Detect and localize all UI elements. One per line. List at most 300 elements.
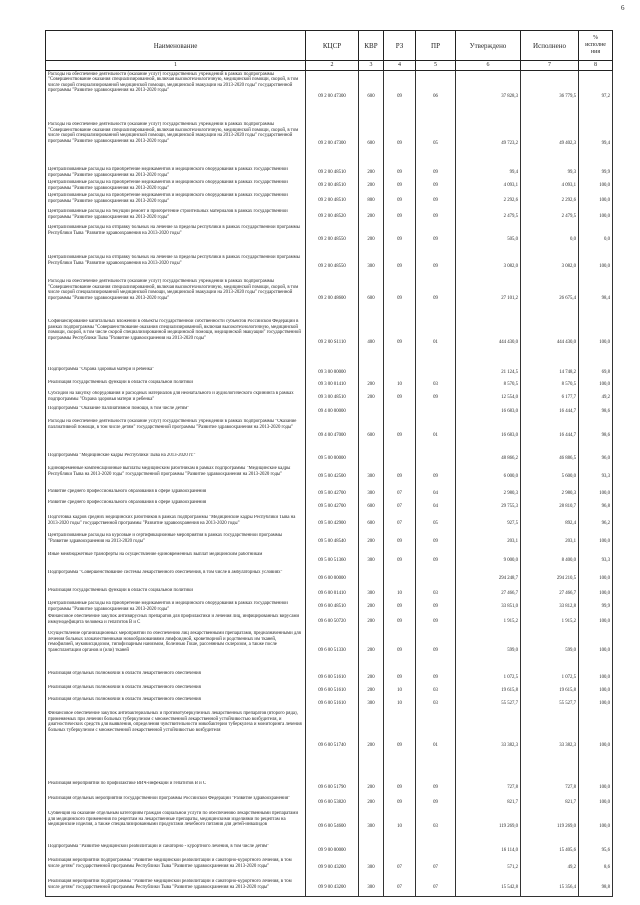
pr-cell: 09 — [416, 796, 456, 811]
table-row — [46, 500, 613, 515]
rz-cell: 09 — [384, 167, 416, 180]
kvr-cell: 800 — [359, 193, 384, 209]
approved-cell: 2 292,6 — [456, 193, 521, 209]
executed-cell: 294 210,5 — [521, 570, 579, 588]
rz-cell: 07 — [384, 858, 416, 879]
approved-cell: 3 082,0 — [456, 255, 521, 279]
name-cell: Субвенция на оказание отдельным категориям граждан социальной услуги по обеспечению лекарственными препаратами для медицинского применения по рецептам на лекарственные препараты, медицинскими изделиями по рецептам на медицинские изделия, а также специализированными продуктами лечебного питания для детей-инвалидов — [46, 811, 306, 844]
approved-cell: 16 683,0 — [456, 419, 521, 453]
rz-cell: 09 — [384, 279, 416, 319]
pr-cell — [416, 367, 456, 380]
name-cell: Подпрограмма "Оказание паллиативной помощи, в том числе детям" — [46, 406, 306, 419]
pr-cell: 01 — [416, 319, 456, 367]
approved-cell: 2 479,5 — [456, 209, 521, 225]
executed-cell: 8 400,0 — [521, 552, 579, 570]
table-row — [46, 367, 613, 380]
pr-cell: 09 — [416, 552, 456, 570]
name-cell: Финансовое обеспечение закупок антибактериальных и противотуберкулезных лекарственных препаратов (второго ряда), применяемых при лечении больных туберкулезом с множественной лекарственной устойчивостью возбудителя, и диагностических средств для выявления, определения чувствительности микобактерии туберкулеза и мониторинга лечения больных туберкулезом с множественной лекарственной устойчивостью возбудителя — [46, 711, 306, 781]
kvr-cell: 200 — [359, 380, 384, 391]
table-row — [46, 209, 613, 225]
pr-cell: 09 — [416, 601, 456, 614]
approved-cell: 48 866,2 — [456, 453, 521, 466]
rz-cell: 09 — [384, 466, 416, 489]
rz-cell: 09 — [384, 225, 416, 255]
pr-cell: 09 — [416, 180, 456, 193]
table-row — [46, 697, 613, 711]
name-cell: Реализация отдельных полномочий в области лекарственного обеспечения — [46, 671, 306, 685]
header-kcsr: КЦСР — [306, 31, 359, 61]
pr-cell — [416, 844, 456, 858]
executed-cell: 33 812,8 — [521, 601, 579, 614]
approved-cell: 6 000,0 — [456, 466, 521, 489]
percent-cell: 100,0 — [579, 811, 613, 844]
pr-cell: 09 — [416, 167, 456, 180]
kcsr-cell: 09 2 00 48510 — [306, 180, 359, 193]
kcsr-cell: 09 6 00 51330 — [306, 631, 359, 671]
executed-cell: 0,0 — [521, 225, 579, 255]
approved-cell: 4 093,1 — [456, 180, 521, 193]
column-number-row — [46, 61, 613, 71]
approved-cell: 727,8 — [456, 781, 521, 796]
table-row — [46, 167, 613, 180]
kcsr-cell: 09 5 00 48540 — [306, 533, 359, 552]
kvr-cell: 200 — [359, 781, 384, 796]
rz-cell: 09 — [384, 319, 416, 367]
name-cell: Централизованные расходы на приобретение медикаментов и медицинского оборудования в рамках государственной программы "Развитие здравоохранения на 2013-2020 годы" — [46, 180, 306, 193]
kcsr-cell: 09 6 00 50720 — [306, 614, 359, 631]
executed-cell: 2 479,5 — [521, 209, 579, 225]
kvr-cell: 200 — [359, 711, 384, 781]
table-row — [46, 796, 613, 811]
pr-cell: 09 — [416, 255, 456, 279]
rz-cell: 09 — [384, 122, 416, 167]
rz-cell: 07 — [384, 500, 416, 515]
rz-cell — [384, 844, 416, 858]
executed-cell: 19 615,8 — [521, 685, 579, 697]
rz-cell: 10 — [384, 685, 416, 697]
percent-cell: 93,3 — [579, 466, 613, 489]
header-percent-line: % — [593, 35, 598, 41]
table-row — [46, 588, 613, 601]
rz-cell: 09 — [384, 391, 416, 406]
table-header — [46, 31, 613, 71]
table-row — [46, 406, 613, 419]
executed-cell: 1 915,2 — [521, 614, 579, 631]
table-body — [46, 71, 613, 897]
header-pr: ПР — [416, 31, 456, 61]
kvr-cell: 200 — [359, 167, 384, 180]
kvr-cell: 300 — [359, 255, 384, 279]
approved-cell: 33 851,0 — [456, 601, 521, 614]
approved-cell: 1 915,2 — [456, 614, 521, 631]
kcsr-cell: 09 2 00 48600 — [306, 279, 359, 319]
rz-cell: 10 — [384, 697, 416, 711]
rz-cell: 09 — [384, 614, 416, 631]
percent-cell: 100,0 — [579, 255, 613, 279]
kvr-cell: 300 — [359, 879, 384, 897]
kcsr-cell: 09 3 00 01410 — [306, 380, 359, 391]
table-row — [46, 811, 613, 844]
percent-cell: 8,6 — [579, 858, 613, 879]
kcsr-cell: 09 6 00 53820 — [306, 796, 359, 811]
percent-cell: 99,9 — [579, 167, 613, 180]
header-percent-line: исполне — [585, 42, 606, 48]
pr-cell: 09 — [416, 781, 456, 796]
executed-cell: 28 810,7 — [521, 500, 579, 515]
approved-cell: 927,5 — [456, 515, 521, 533]
name-cell: Развитие среднего профессионального образования в сфере здравоохранения — [46, 489, 306, 500]
table-row — [46, 180, 613, 193]
rz-cell: 09 — [384, 552, 416, 570]
executed-cell: 27 466,7 — [521, 588, 579, 601]
name-cell: Реализация государственных функций в области социальной политики — [46, 588, 306, 601]
approved-cell: 12 554,0 — [456, 391, 521, 406]
pr-cell: 07 — [416, 879, 456, 897]
rz-cell: 09 — [384, 796, 416, 811]
table-row — [46, 391, 613, 406]
pr-cell: 09 — [416, 614, 456, 631]
kvr-cell — [359, 453, 384, 466]
kvr-cell: 600 — [359, 122, 384, 167]
header-approved: Утверждено — [456, 31, 521, 61]
executed-cell: 3 082,0 — [521, 255, 579, 279]
executed-cell: 5 600,0 — [521, 466, 579, 489]
pr-cell: 04 — [416, 489, 456, 500]
kcsr-cell: 09 2 00 48510 — [306, 167, 359, 180]
percent-cell: 100,0 — [579, 711, 613, 781]
approved-cell: 119 269,0 — [456, 811, 521, 844]
column-number: 8 — [579, 61, 613, 71]
rz-cell: 09 — [384, 711, 416, 781]
percent-cell: 69,8 — [579, 367, 613, 380]
percent-cell: 93,3 — [579, 552, 613, 570]
executed-cell: 727,8 — [521, 781, 579, 796]
percent-cell: 96,2 — [579, 515, 613, 533]
approved-cell: 203,1 — [456, 533, 521, 552]
approved-cell: 55 527,7 — [456, 697, 521, 711]
kcsr-cell: 09 2 00 47300 — [306, 71, 359, 122]
table-row — [46, 879, 613, 897]
approved-cell: 599,0 — [456, 631, 521, 671]
table-row — [46, 515, 613, 533]
kvr-cell — [359, 570, 384, 588]
table-row — [46, 255, 613, 279]
table-row — [46, 380, 613, 391]
percent-cell: 100,0 — [579, 489, 613, 500]
percent-cell: 100,0 — [579, 180, 613, 193]
name-cell: Подготовка кадров средних медицинских работников в рамках подпрограммы "Медицинские кадры Республики Тыва на 2013-2020 годы" государственной программы "Развитие здравоохранения на 2013-2020 годы" — [46, 515, 306, 533]
rz-cell: 10 — [384, 811, 416, 844]
approved-cell: 16 114,0 — [456, 844, 521, 858]
kvr-cell: 300 — [359, 466, 384, 489]
table-row — [46, 844, 613, 858]
kvr-cell: 600 — [359, 71, 384, 122]
pr-cell: 07 — [416, 858, 456, 879]
kvr-cell: 300 — [359, 697, 384, 711]
table-row — [46, 858, 613, 879]
kvr-cell: 300 — [359, 811, 384, 844]
kcsr-cell: 09 2 00 48510 — [306, 193, 359, 209]
kcsr-cell: 09 6 00 54600 — [306, 811, 359, 844]
approved-cell: 505,0 — [456, 225, 521, 255]
kcsr-cell: 09 5 00 42700 — [306, 489, 359, 500]
kcsr-cell: 09 6 00 48510 — [306, 601, 359, 614]
name-cell: Централизованные расходы на отправку больных на лечение за пределы республики в рамках государственной программы Республики Тыва "Развитие здравоохранения на 2013-2020 годы" — [46, 255, 306, 279]
executed-cell: 49 402,3 — [521, 122, 579, 167]
kvr-cell: 200 — [359, 209, 384, 225]
percent-cell: 100,0 — [579, 533, 613, 552]
approved-cell: 1 072,5 — [456, 671, 521, 685]
percent-cell: 100,0 — [579, 796, 613, 811]
approved-cell: 571,2 — [456, 858, 521, 879]
kvr-cell: 300 — [359, 858, 384, 879]
rz-cell: 09 — [384, 209, 416, 225]
executed-cell: 99,3 — [521, 167, 579, 180]
name-cell: Централизованные расходы на текущий ремонт и приобретение строительных материалов в рамках государственной программы "Развитие здравоохранения на 2013-2020 годы" — [46, 209, 306, 225]
header-percent — [579, 31, 613, 61]
pr-cell: 09 — [416, 279, 456, 319]
pr-cell: 09 — [416, 533, 456, 552]
kcsr-cell: 09 6 00 00000 — [306, 570, 359, 588]
pr-cell: 09 — [416, 671, 456, 685]
name-cell: Иные межбюджетные трансферты на осуществление единовременных выплат медицинским работникам — [46, 552, 306, 570]
rz-cell: 09 — [384, 533, 416, 552]
header-percent-line: ния — [590, 49, 601, 55]
percent-cell: 100,0 — [579, 671, 613, 685]
executed-cell: 1 072,5 — [521, 671, 579, 685]
name-cell: Реализация мероприятий подпрограммы "Развитие медицинской реабилитации и санаторно-курортного лечения, в том числе детям" государственной программы Республики Тыва "Развитие здравоохранения на 2013-2020 годы" — [46, 858, 306, 879]
executed-cell: 4 093,1 — [521, 180, 579, 193]
table-row — [46, 685, 613, 697]
kvr-cell: 200 — [359, 601, 384, 614]
executed-cell: 36 779,5 — [521, 71, 579, 122]
kvr-cell: 600 — [359, 500, 384, 515]
kcsr-cell: 09 3 00 48510 — [306, 391, 359, 406]
pr-cell: 06 — [416, 71, 456, 122]
approved-cell: 2 980,3 — [456, 489, 521, 500]
percent-cell: 100,0 — [579, 209, 613, 225]
kvr-cell: 200 — [359, 391, 384, 406]
approved-cell: 8 570,5 — [456, 380, 521, 391]
pr-cell: 09 — [416, 391, 456, 406]
kcsr-cell: 09 4 00 00000 — [306, 406, 359, 419]
name-cell: Подпрограмма "Медицинские кадры Республики Тыва на 2013-2020 гг." — [46, 453, 306, 466]
rz-cell: 07 — [384, 489, 416, 500]
executed-cell: 15 405,6 — [521, 844, 579, 858]
name-cell: Реализация отдельных полномочий в области лекарственного обеспечения — [46, 685, 306, 697]
table-row — [46, 533, 613, 552]
kcsr-cell: 09 6 00 51610 — [306, 697, 359, 711]
pr-cell: 01 — [416, 419, 456, 453]
kcsr-cell: 09 6 00 01410 — [306, 588, 359, 601]
table-row — [46, 122, 613, 167]
kvr-cell: 300 — [359, 489, 384, 500]
table-row — [46, 781, 613, 796]
executed-cell: 16 444,7 — [521, 406, 579, 419]
table-row — [46, 671, 613, 685]
pr-cell — [416, 453, 456, 466]
name-cell: Подпрограмма "Развитие медицинской реабилитации и санаторно - курортного лечения, в том числе детям" — [46, 844, 306, 858]
name-cell: Финансовое обеспечение закупок антивирусных препаратов для профилактики и лечения лиц, инфицированных вирусами иммунодефицита человека и гепатитов В и С — [46, 614, 306, 631]
rz-cell: 09 — [384, 193, 416, 209]
percent-cell: 100,0 — [579, 319, 613, 367]
kvr-cell: 400 — [359, 319, 384, 367]
executed-cell: 892,4 — [521, 515, 579, 533]
executed-cell: 203,1 — [521, 533, 579, 552]
kcsr-cell: 09 5 00 00000 — [306, 453, 359, 466]
rz-cell: 07 — [384, 879, 416, 897]
rz-cell: 09 — [384, 255, 416, 279]
rz-cell — [384, 367, 416, 380]
approved-cell: 99,4 — [456, 167, 521, 180]
approved-cell: 19 615,8 — [456, 685, 521, 697]
kvr-cell — [359, 844, 384, 858]
header-name: Наименование — [46, 31, 306, 61]
name-cell: Реализация мероприятий по профилактике ВИЧ-инфекции и гепатитов В и С — [46, 781, 306, 796]
table-row — [46, 71, 613, 122]
executed-cell: 55 527,7 — [521, 697, 579, 711]
kcsr-cell: 09 9 00 43200 — [306, 879, 359, 897]
rz-cell — [384, 570, 416, 588]
table-row — [46, 614, 613, 631]
percent-cell: 99,4 — [579, 122, 613, 167]
pr-cell: 05 — [416, 122, 456, 167]
pr-cell: 05 — [416, 515, 456, 533]
table-row — [46, 601, 613, 614]
percent-cell: 96,0 — [579, 453, 613, 466]
table-row — [46, 453, 613, 466]
name-cell: Расходы на обеспечение деятельности (оказание услуг) государственных учреждений в рамках подпрограммы "Совершенствование оказания специализированной, включая высокотехнологичную, медицинской помощи, скорой, в том числе скорой специализированной медицинской помощи, медицинской эвакуации на 2013-2020 годы" государственной программы "Развитие здравоохранения на 2013-2020 годы" — [46, 122, 306, 167]
pr-cell: 03 — [416, 588, 456, 601]
executed-cell: 26 675,4 — [521, 279, 579, 319]
pr-cell — [416, 570, 456, 588]
name-cell: Единовременные компенсационные выплаты медицинским работникам в рамках подпрограммы "Медицинские кадры Республики Тыва на 2013-2020 годы" государственной программы "Развитие здравоохранения на 2013-2020 годы" — [46, 466, 306, 489]
table-row — [46, 631, 613, 671]
approved-cell: 27 466,7 — [456, 588, 521, 601]
kvr-cell: 200 — [359, 180, 384, 193]
percent-cell: 96,8 — [579, 500, 613, 515]
percent-cell: 95,6 — [579, 844, 613, 858]
kcsr-cell: 09 2 00 48520 — [306, 209, 359, 225]
rz-cell: 07 — [384, 515, 416, 533]
pr-cell: 09 — [416, 225, 456, 255]
name-cell: Подпрограмма "Охрана здоровья матери и ребенка" — [46, 367, 306, 380]
executed-cell: 14 748,2 — [521, 367, 579, 380]
executed-cell: 444 430,0 — [521, 319, 579, 367]
executed-cell: 2 980,3 — [521, 489, 579, 500]
kvr-cell: 300 — [359, 588, 384, 601]
header-executed: Исполнено — [521, 31, 579, 61]
kcsr-cell: 09 6 00 51610 — [306, 685, 359, 697]
kvr-cell: 300 — [359, 552, 384, 570]
approved-cell: 821,7 — [456, 796, 521, 811]
column-number: 3 — [359, 61, 384, 71]
percent-cell: 100,0 — [579, 685, 613, 697]
percent-cell: 49,2 — [579, 391, 613, 406]
percent-cell: 100,0 — [579, 697, 613, 711]
kvr-cell: 200 — [359, 796, 384, 811]
pr-cell: 09 — [416, 209, 456, 225]
pr-cell: 03 — [416, 380, 456, 391]
name-cell: Централизованные расходы на отправку больных на лечение за пределы республики в рамках государственной программы Республики Тыва "Развитие здравоохранения на 2013-2020 годы" — [46, 225, 306, 255]
kcsr-cell: 09 9 00 00000 — [306, 844, 359, 858]
page-number: 6 — [621, 4, 625, 12]
rz-cell: 09 — [384, 71, 416, 122]
column-number: 6 — [456, 61, 521, 71]
executed-cell: 49,2 — [521, 858, 579, 879]
percent-cell: 100,0 — [579, 781, 613, 796]
kcsr-cell: 09 2 00 48550 — [306, 255, 359, 279]
name-cell: Централизованные расходы на приобретение медикаментов и медицинского оборудования в рамках государственной программы "Развитие здравоохранения на 2013-2020 годы" — [46, 193, 306, 209]
rz-cell: 09 — [384, 601, 416, 614]
name-cell: Подпрограмма "Совершенствование системы лекарственного обеспечения, в том числе в амбулаторных условиях" — [46, 570, 306, 588]
name-cell: Развитие среднего профессионального образования в сфере здравоохранения — [46, 500, 306, 515]
kvr-cell: 200 — [359, 685, 384, 697]
kvr-cell: 200 — [359, 533, 384, 552]
table-row — [46, 319, 613, 367]
pr-cell: 09 — [416, 466, 456, 489]
kcsr-cell: 09 9 00 43200 — [306, 858, 359, 879]
approved-cell: 29 755,3 — [456, 500, 521, 515]
percent-cell: 100,0 — [579, 614, 613, 631]
rz-cell — [384, 406, 416, 419]
kcsr-cell: 09 6 00 51740 — [306, 711, 359, 781]
approved-cell: 444 430,0 — [456, 319, 521, 367]
kvr-cell: 600 — [359, 515, 384, 533]
table-row — [46, 552, 613, 570]
table-row — [46, 193, 613, 209]
kvr-cell: 200 — [359, 671, 384, 685]
name-cell: Централизованные расходы на приобретение медикаментов и медицинского оборудования в рамках государственной программы "Развитие здравоохранения на 2013-2020 годы" — [46, 167, 306, 180]
kcsr-cell: 09 6 00 51610 — [306, 671, 359, 685]
kcsr-cell: 09 3 00 00000 — [306, 367, 359, 380]
percent-cell: 100,0 — [579, 193, 613, 209]
rz-cell — [384, 453, 416, 466]
executed-cell: 821,7 — [521, 796, 579, 811]
percent-cell: 99,9 — [579, 601, 613, 614]
kcsr-cell: 09 5 00 42700 — [306, 500, 359, 515]
table-row — [46, 225, 613, 255]
kvr-cell: 600 — [359, 279, 384, 319]
executed-cell: 119 269,0 — [521, 811, 579, 844]
rz-cell: 10 — [384, 588, 416, 601]
percent-cell: 100,0 — [579, 588, 613, 601]
kvr-cell: 200 — [359, 225, 384, 255]
name-cell: Реализация мероприятий подпрограммы "Развитие медицинской реабилитации и санаторно-курортного лечения, в том числе детям" государственной программы Республики Тыва "Развитие здравоохранения на 2013-2020 годы" — [46, 879, 306, 897]
executed-cell: 46 886,5 — [521, 453, 579, 466]
executed-cell: 16 444,7 — [521, 419, 579, 453]
approved-cell: 15 542,8 — [456, 879, 521, 897]
approved-cell: 33 382,3 — [456, 711, 521, 781]
kvr-cell — [359, 367, 384, 380]
pr-cell: 04 — [416, 500, 456, 515]
approved-cell: 21 124,5 — [456, 367, 521, 380]
column-number: 7 — [521, 61, 579, 71]
executed-cell: 8 570,5 — [521, 380, 579, 391]
name-cell: Расходы на обеспечение деятельности (оказание услуг) государственных учреждений в рамках подпрограммы "Совершенствование оказания специализированной, включая высокотехнологичную, медицинской помощи, скорой, в том числе скорой специализированной медицинской помощи, медицинской эвакуации на 2013-2020 годы" государственной программы "Развитие здравоохранения на 2013-2020 годы" — [46, 71, 306, 122]
executed-cell: 6 177,7 — [521, 391, 579, 406]
name-cell: Софинансирование капитальных вложений в объекты государственной собственности субъектов Российской Федерации в рамках подпрограммы "Совершенствование оказания специализированной, включая высокотехнологичную, медицинской помощи, скорой, в том числе скорой специализированной медицинской помощи, медицинской эвакуации" государственной программы Республики Тыва "Развитие здравоохранения на 2013-2020 годы" — [46, 319, 306, 367]
kcsr-cell: 09 5 00 42500 — [306, 466, 359, 489]
kcsr-cell: 09 2 00 47300 — [306, 122, 359, 167]
rz-cell: 09 — [384, 631, 416, 671]
percent-cell: 100,0 — [579, 570, 613, 588]
kvr-cell: 200 — [359, 614, 384, 631]
kvr-cell — [359, 406, 384, 419]
column-number: 5 — [416, 61, 456, 71]
name-cell: Централизованные расходы на приобретение медикаментов и медицинского оборудования в рамках государственной программы "Развитие здравоохранения на 2013-2020 годы" — [46, 601, 306, 614]
name-cell: Реализация отдельных мероприятий государственной программы Российской Федерации "Развитие здравоохранения" — [46, 796, 306, 811]
